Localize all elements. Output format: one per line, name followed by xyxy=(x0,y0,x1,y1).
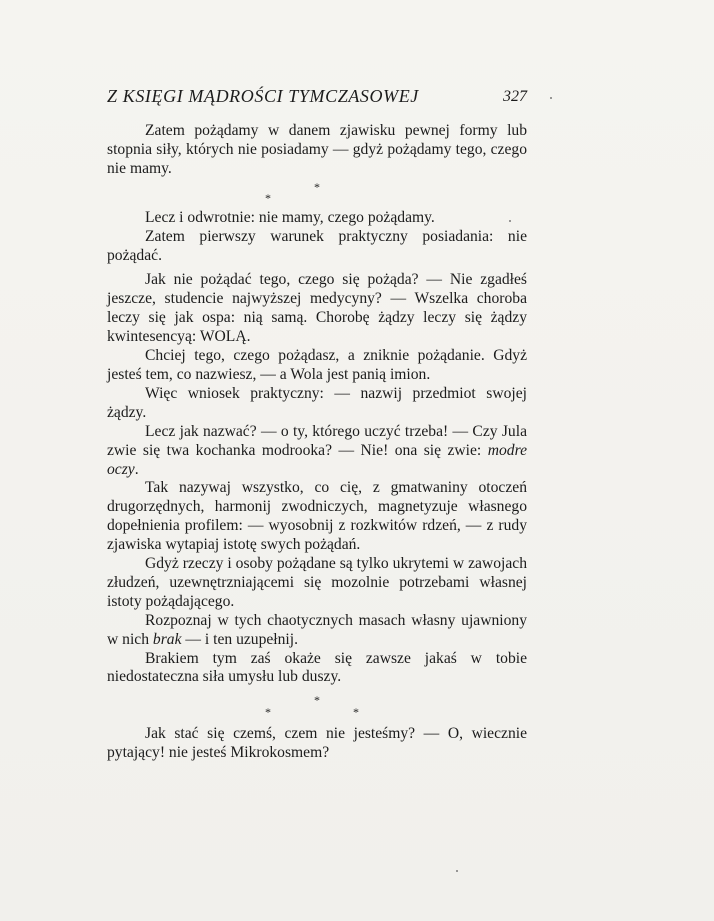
paragraph: Zatem pierwszy warunek praktyczny posiadania: nie pożądać. xyxy=(107,227,527,264)
paragraph: Jak nie pożądać tego, czego się pożąda? — Nie zgadłeś jeszcze, studencie najwyższej medycyny? — Wszelka choroba leczy się jak ospa: nią samą. Chorobę żądzy leczy się żądzy kwintesencyą: WOLĄ. xyxy=(107,271,527,346)
paragraph-text: Lecz jak nazwać? — o ty, którego uczyć trzeba! — Czy Jula zwie się twa kochanka modrooka? — Nie! ona się zwie: xyxy=(107,422,527,459)
asterisk: * xyxy=(314,179,320,194)
paragraph: Chciej tego, czego pożądasz, a zniknie pożądanie. Gdyż jesteś tem, co nazwiesz, — a Wola jest panią imion. xyxy=(107,347,527,383)
paragraph: Więc wniosek praktyczny: — nazwij przedmiot swojej żądzy. xyxy=(107,384,527,421)
text-block xyxy=(107,122,527,763)
emphasis-text: modre oczy xyxy=(107,441,527,478)
paragraph: Lecz i odwrotnie: nie mamy, czego pożądamy. xyxy=(145,208,435,226)
paper-speck xyxy=(550,97,552,99)
paragraph xyxy=(107,423,527,480)
asterisk: * xyxy=(353,705,359,720)
paragraph: Brakiem tym zaś okaże się zawsze jakaś w tobie niedostateczna siła umysłu lub duszy. xyxy=(107,649,527,686)
paragraph: Gdyż rzeczy i osoby pożądane są tylko ukrytemi w zawojach złudzeń, uzewnętrzniającemi się mozolnie potrzebami własnej istoty pożądającego. xyxy=(107,555,527,610)
page-number: 327 xyxy=(503,88,527,105)
section-break xyxy=(107,687,527,725)
paragraph xyxy=(107,612,527,650)
asterisk: * xyxy=(314,693,320,708)
asterisk: * xyxy=(265,190,271,205)
paragraph-text: — i ten uzupełnij. xyxy=(181,630,298,648)
paragraph-text: . xyxy=(134,460,139,478)
paper-speck xyxy=(456,870,458,872)
section-break xyxy=(107,179,527,209)
emphasis-text: brak xyxy=(152,630,182,648)
paragraph: Jak stać się czemś, czem nie jesteśmy? — O, wiecznie pytający! nie jesteś Mikrokosmem? xyxy=(107,725,527,762)
paper-speck xyxy=(509,220,511,222)
paragraph: Tak nazywaj wszystko, co cię, z gmatwaniny otoczeń drugorzędnych, harmonij zwodniczych, magnetyzuje własnego dopełnienia profilem: — wyosobnij z rozkwitów rdzeń, — z rudy zjawiska wytapiaj istotę swych pożądań. xyxy=(107,479,527,554)
running-title: Z KSIĘGI MĄDROŚCI TYMCZASOWEJ xyxy=(107,86,419,106)
asterisk: * xyxy=(265,705,271,720)
paragraph-text: Rozpoznaj w tych chaotycznych masach własny ujawniony w nich xyxy=(107,611,527,648)
paragraph: Zatem pożądamy w danem zjawisku pewnej formy lub stopnia siły, których nie posiadamy — gdyż pożądamy tego, czego nie mamy. xyxy=(107,122,527,177)
running-head xyxy=(107,86,527,110)
